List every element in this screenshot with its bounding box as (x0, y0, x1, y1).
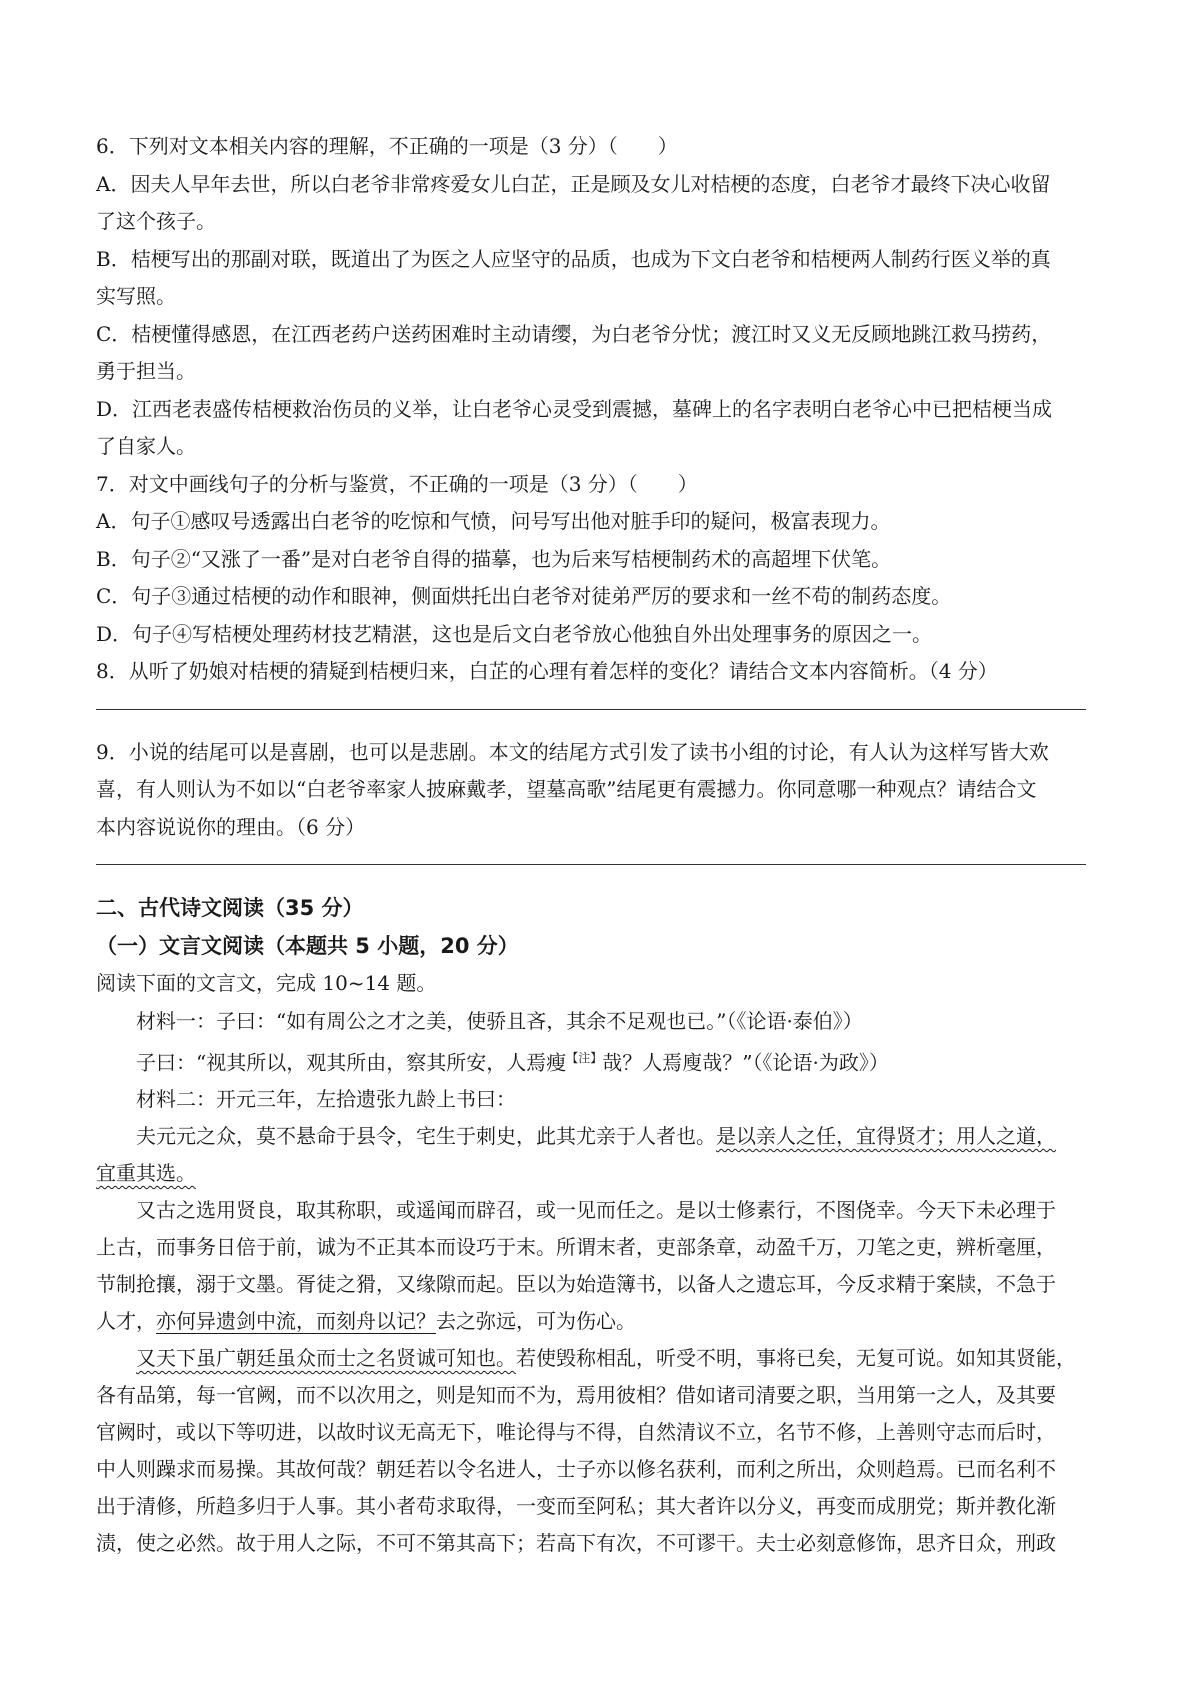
passage-2-line-4 (96, 1303, 1106, 1340)
passage-3-line-1 (96, 1340, 1106, 1377)
passage-2-line-2: 上古，而事务日倍于前，诚为不正其本而设巧于末。所谓末者，吏部条章，动盈千万，刀笔之吏，辨析毫厘， (96, 1235, 1056, 1260)
classical-text (96, 1003, 1106, 1563)
passage-3-line-3: 官阙时，或以下等叨进，以故时议无高无下，唯论得与不得，自然清议不立，名节不修，上善则守志而后时， (96, 1420, 1056, 1445)
q9-answer-line[interactable] (96, 846, 1086, 865)
material-2-intro: 材料二：开元三年，左拾遗张九龄上书曰： (136, 1087, 516, 1112)
p2-l4-underlined: 亦何异遗剑中流，而刻舟以记？ (156, 1309, 436, 1334)
q6-option-b: B．桔梗写出的那副对联，既道出了为医之人应坚守的品质，也成为下文白老爷和桔梗两人制药行医义举的真 (96, 246, 1051, 271)
p2-l4-post: 去之弥远，可为伤心。 (436, 1309, 636, 1334)
q7-option-d: D．句子④写桔梗处理药材技艺精湛，这也是后文白老爷放心他独自外出处理事务的原因之一。 (96, 621, 933, 646)
note-marker: 【注】 (566, 1050, 603, 1065)
passage-3-line-6: 渍，使之必然。故于用人之际，不可不第其高下；若高下有次，不可谬干。夫士必刻意修饰，思齐日众，刑政 (96, 1531, 1056, 1556)
q6-option-a-cont: 了这个孩子。 (96, 209, 216, 233)
q6-option-c-cont: 勇于担当。 (96, 359, 196, 383)
question-7-stem: 7．对文中画线句子的分析与鉴赏，不正确的一项是（3 分）（ ） (96, 471, 698, 496)
reading-instruction: 阅读下面的文言文，完成 10~14 题。 (96, 971, 437, 995)
question-8-stem: 8．从听了奶娘对桔梗的猜疑到桔梗归来，白芷的心理有着怎样的变化？请结合文本内容简析。（4 分） (96, 659, 998, 683)
m1b-pre: 子曰：“视其所以，观其所由，察其所安，人焉瘦 (136, 1050, 567, 1075)
p3-l1-underlined: 又天下虽广朝廷虽众而士之名贤诚可知也。 (136, 1346, 516, 1371)
q6-option-d: D．江西老表盛传桔梗救治伤员的义举，让白老爷心灵受到震撼，墓碑上的名字表明白老爷心中已把桔梗当成 (96, 396, 1053, 421)
material-1-line-a: 材料一：子曰：“如有周公之才之美，使骄且吝，其余不足观也已。”（《论语·泰伯》） (136, 1008, 863, 1033)
p1-underlined-2: 宜重其选。 (96, 1161, 196, 1186)
passage-1-line-1 (96, 1118, 1106, 1155)
q6-option-b-cont: 实写照。 (96, 284, 176, 308)
material-1-line-b (96, 1040, 1106, 1082)
q6-option-d-cont: 了自家人。 (96, 434, 196, 458)
m1b-post: 哉？人焉廋哉？”（《论语·为政》） (602, 1050, 889, 1075)
q8-answer-line[interactable] (96, 691, 1086, 710)
passage-1-line-2 (96, 1155, 1106, 1192)
passage-2-line-1: 又古之选用贤良，取其称职，或遥闻而辟召，或一见而任之。是以士修素行，不图侥幸。今天下未必理于 (136, 1198, 1056, 1223)
q7-option-b: B．句子②“又涨了一番”是对白老爷自得的描摹，也为后来写桔梗制药术的高超埋下伏笔。 (96, 546, 892, 571)
question-9-line-3: 本内容说说你的理由。（6 分） (96, 814, 366, 839)
q6-option-c: C．桔梗懂得感恩，在江西老药户送药困难时主动请缨，为白老爷分忧；渡江时又义无反顾地跳江救马捞药， (96, 321, 1052, 346)
subsection-1-title: （一）文言文阅读（本题共 5 小题，20 分） (96, 934, 519, 958)
question-9-line-1: 9．小说的结尾可以是喜剧，也可以是悲剧。本文的结尾方式引发了读书小组的讨论，有人认为这样写皆大欢 (96, 739, 1049, 764)
passage-2-line-3: 节制抢攘，溺于文墨。胥徒之猾，又缘隙而起。臣以为始造簿书，以备人之遗忘耳，今反求精于案牍，不急于 (96, 1272, 1056, 1297)
question-9-line-2: 喜，有人则认为不如以“白老爷率家人披麻戴孝，望墓高歌”结尾更有震撼力。你同意哪一种观点？请结合文 (96, 777, 1037, 801)
passage-3-line-2: 各有品第，每一官阙，而不以次用之，则是知而不为，焉用彼相？借如诸司清要之职，当用第一之人，及其要 (96, 1383, 1056, 1408)
p1-pre: 夫元元之众，莫不悬命于县令，宅生于刺史，此其尤亲于人者也。 (136, 1124, 716, 1149)
exam-page (96, 128, 1106, 1562)
p2-l4-pre: 人才， (96, 1309, 156, 1334)
p1-underlined-1: 是以亲人之任，宜得贤才；用人之道， (716, 1124, 1056, 1149)
section-2-title: 二、古代诗文阅读（35 分） (96, 896, 364, 920)
q7-option-a: A．句子①感叹号透露出白老爷的吃惊和气愤，问号写出他对脏手印的疑问，极富表现力。 (96, 509, 891, 533)
q6-option-a: A．因夫人早年去世，所以白老爷非常疼爱女儿白芷，正是顾及女儿对桔梗的态度，白老爷才最终下决心收留 (96, 171, 1051, 196)
question-6-stem: 6．下列对文本相关内容的理解，不正确的一项是（3 分）（ ） (96, 134, 678, 158)
passage-3-line-4: 中人则躁求而易操。其故何哉？朝廷若以令名进人，士子亦以修名获利，而利之所出，众则趋焉。已而名利不 (96, 1457, 1056, 1482)
p3-l1-post: 若使毁称相乱，听受不明，事将已矣，无复可说。如知其贤能， (516, 1346, 1076, 1371)
passage-3-line-5: 出于清修，所趋多归于人事。其小者苟求取得，一变而至阿私；其大者许以分义，再变而成朋党；斯并教化渐 (96, 1494, 1056, 1519)
q7-option-c: C．句子③通过桔梗的动作和眼神，侧面烘托出白老爷对徒弟严厉的要求和一丝不苟的制药态度。 (96, 584, 952, 608)
